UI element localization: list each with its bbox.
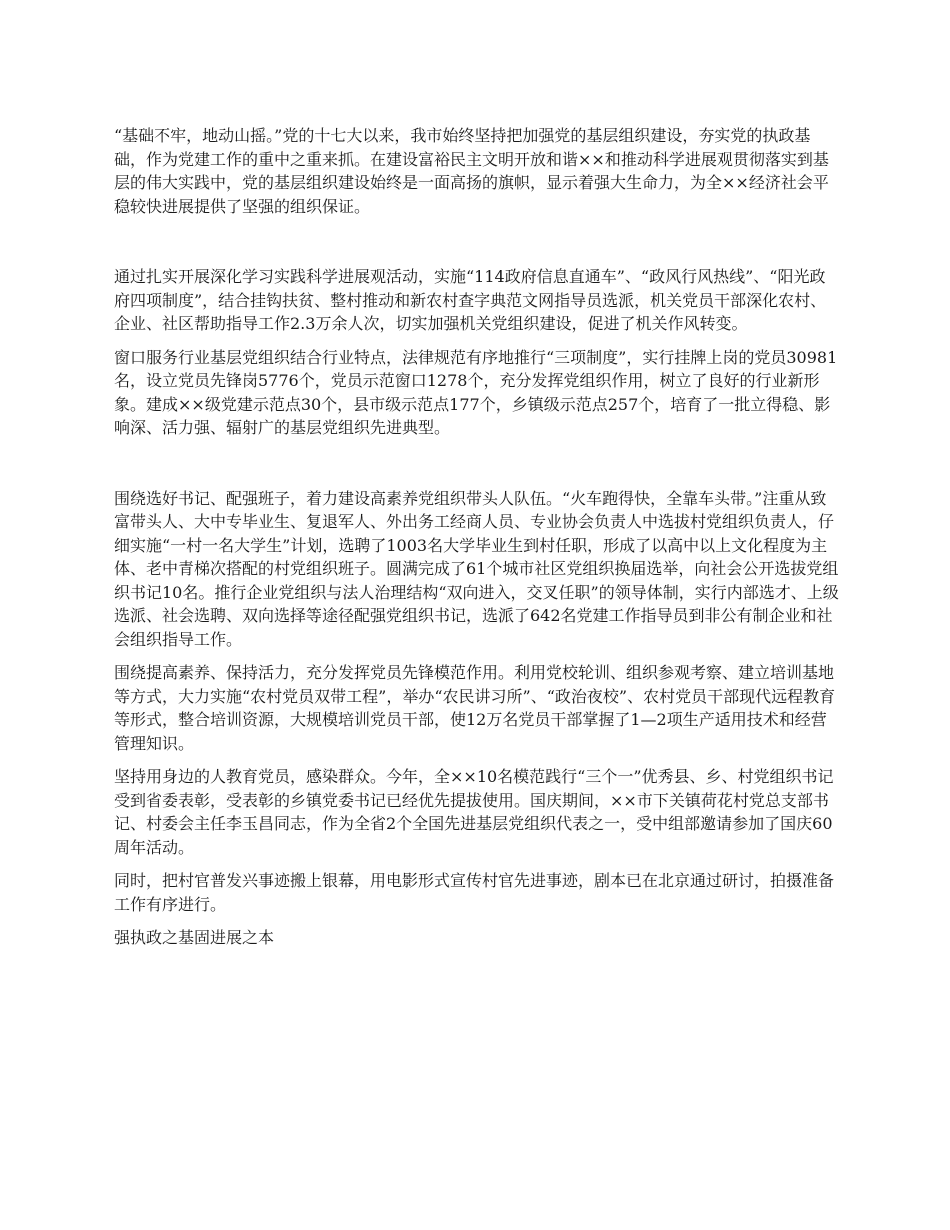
paragraph-secretary-selection: 围绕选好书记、配强班子，着力建设高素养党组织带头人队伍。“火车跑得快，全靠车头带。”注重从致富带头人、大中专毕业生、复退军人、外出务工经商人员、专业协会负责人中选拔村党组织负责人，仔细实施“一村一名大学生”计划，选聘了1003名大学毕业生到村任职，形成了以高中以上文化程度为主体、老中青梯次搭配的村党组织班子。圆满完成了61个城市社区党组织换届选举，向社会公开选拔党组织书记10名。推行企业党组织与法人治理结构“双向进入，交叉任职”的领导体制，实行内部选才、上级选派、社会选聘、双向选择等途径配强党组织书记，选派了642名党建工作指导员到非公有制企业和社会组织指导工作。 <box>114 488 839 649</box>
section-gap <box>114 440 840 487</box>
paragraph-closing-heading: 强执政之基固进展之本 <box>114 928 275 947</box>
paragraph-intro: “基础不牢，地动山摇。”党的十七大以来，我市始终坚持把加强党的基层组织建设，夯实党的执政基础，作为党建工作的重中之重来抓。在建设富裕民主文明开放和谐××和推动科学进展观贯彻落实到基层的伟大实践中，党的基层组织建设始终是一面高扬的旗帜，显示着强大生命力，为全××经济社会平稳较快进展提供了坚强的组织保证。 <box>114 126 829 216</box>
paragraph-gap <box>114 651 840 661</box>
document-page <box>114 124 840 950</box>
paragraph-gap <box>114 755 840 765</box>
section-gap <box>114 218 840 265</box>
paragraph-window-service: 窗口服务行业基层党组织结合行业特点，法律规范有序地推行“三项制度”，实行挂牌上岗的党员30981名，设立党员先锋岗5776个，党员示范窗口1278个，充分发挥党组织作用，树立了良好的行业新形象。建成××级党建示范点30个，县市级示范点177个，乡镇级示范点257个，培育了一批立得稳、影响深、活力强、辐射广的基层党组织先进典型。 <box>114 347 838 437</box>
paragraph-gap <box>114 336 840 346</box>
paragraph-gap <box>114 916 840 926</box>
paragraph-study-practice: 通过扎实开展深化学习实践科学进展观活动，实施“114政府信息直通车”、“政风行风热线”、“阳光政府四项制度”，结合挂钩扶贫、整村推动和新农村查字典范文网指导员选派，机关党员干部深化农村、企业、社区帮助指导工作2.3万余人次，切实加强机关党组织建设，促进了机关作风转变。 <box>114 267 827 333</box>
paragraph-film: 同时，把村官普发兴事迹搬上银幕，用电影形式宣传村官先进事迹，剧本已在北京通过研讨，拍摄准备工作有序进行。 <box>114 871 835 914</box>
paragraph-training: 围绕提高素养、保持活力，充分发挥党员先锋模范作用。利用党校轮训、组织参观考察、建立培训基地等方式，大力实施“农村党员双带工程”，举办“农民讲习所”、“政治夜校”、农村党员干部现代远程教育等形式，整合培训资源，大规模培训党员干部，使12万名党员干部掌握了1—2项生产适用技术和经营管理知识。 <box>114 663 836 753</box>
paragraph-gap <box>114 859 840 869</box>
paragraph-role-models: 坚持用身边的人教育党员，感染群众。今年，全××10名模范践行“三个一”优秀县、乡、村党组织书记受到省委表彰，受表彰的乡镇党委书记已经优先提拔使用。国庆期间，××市下关镇荷花村党总支部书记、村委会主任李玉昌同志，作为全省2个全国先进基层党组织代表之一，受中组部邀请参加了国庆60周年活动。 <box>114 767 834 857</box>
